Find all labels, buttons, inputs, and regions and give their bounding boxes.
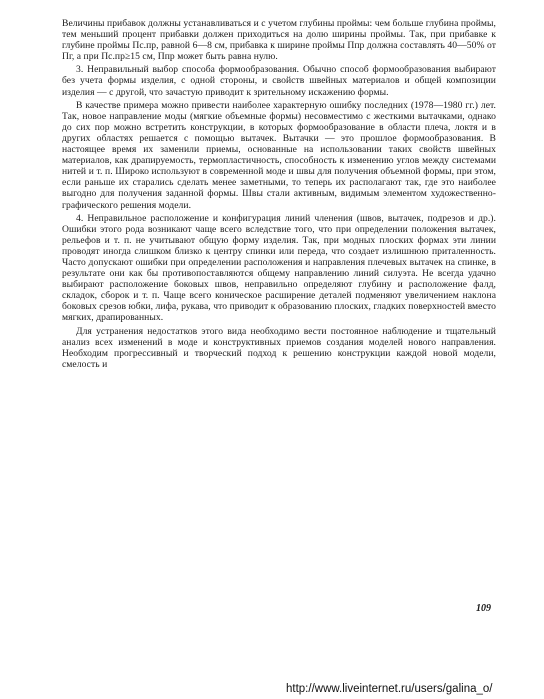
page-number: 109: [476, 603, 491, 614]
paragraph-remedy: Для устранения недостатков этого вида необходимо вести постоянное наблюдение и тщательный анализ всех изменений в моде и конструктивных приемов создания моделей нового направления. Необходим прогрессивный и творческий подход к решению конструкции каждой новой модели, смелость и: [62, 325, 496, 370]
paragraph-item-4: 4. Неправильное расположение и конфигурация линий членения (швов, вытачек, подрезов и др.). Ошибки этого рода возникают чаще всего вследствие того, что при определении положения вытачек, рельефов и т. п. не учитывают общую форму изделия. Так, при модных плоских формах эти линии проводят иногда слишком близко к центру спинки или переда, что создает излишнюю приталенность. Часто допускают ошибки при определении расположения и направления плечевых вытачек на спинке, в результате они как бы противопоставляются общему направлению линий силуэта. Не всегда удачно выбирают расположение боковых швов, неправильно определяют глубину и расположение фалд, складок, сборок и т. п. Чаще всего коническое расширение деталей подменяют увеличением наклона боковых срезов юбки, лифа, рукава, что приводит к образованию плоских, гладких поверхностей вместо мягких, драпированных.: [62, 212, 496, 324]
book-page: [62, 18, 496, 370]
paragraph-item-3: 3. Неправильный выбор способа формообразования. Обычно способ формообразования выбирают без учета формы изделия, с одной стороны, и свойств швейных материалов и общей композиции изделия — с другой, что зачастую приводит к зрительному искажению формы.: [62, 64, 496, 98]
paragraph-allowances: Величины прибавок должны устанавливаться и с учетом глубины проймы: чем больше глубина проймы, тем меньший процент прибавки должен приходиться на долю ширины проймы. Так, при прибавке к глубине проймы Пс.пр, равной 6—8 см, прибавка к ширине проймы Ппр должна составлять 40—50% от Пг, а при Пс.пр≥15 см, Ппр может быть равна нулю.: [62, 18, 496, 63]
paragraph-example: В качестве примера можно привести наиболее характерную ошибку последних (1978—1980 гг.) лет. Так, новое направление моды (мягкие объемные формы) несовместимо с жесткими вытачками, однако до сих пор можно встретить конструкции, в которых формообразование в области плеча, локтя и в других областях решается с помощью вытачек. Вытачки — это прошлое формообразования. В настоящее время их заменили приемы, основанные на использовании таких свойств швейных материалов, как драпируемость, термопластичность, способность к изменению углов между системами нитей и т. п. Широко используют в современной моде и швы для получения объемной формы, при этом, если раньше их старались сделать менее заметными, то теперь их располагают так, где это наиболее выгодно для получения заданной формы. Швы стали активным, видимым элементом художественно-графического решения модели.: [62, 99, 496, 211]
footer-url: http://www.liveinternet.ru/users/galina_o/: [286, 683, 493, 695]
